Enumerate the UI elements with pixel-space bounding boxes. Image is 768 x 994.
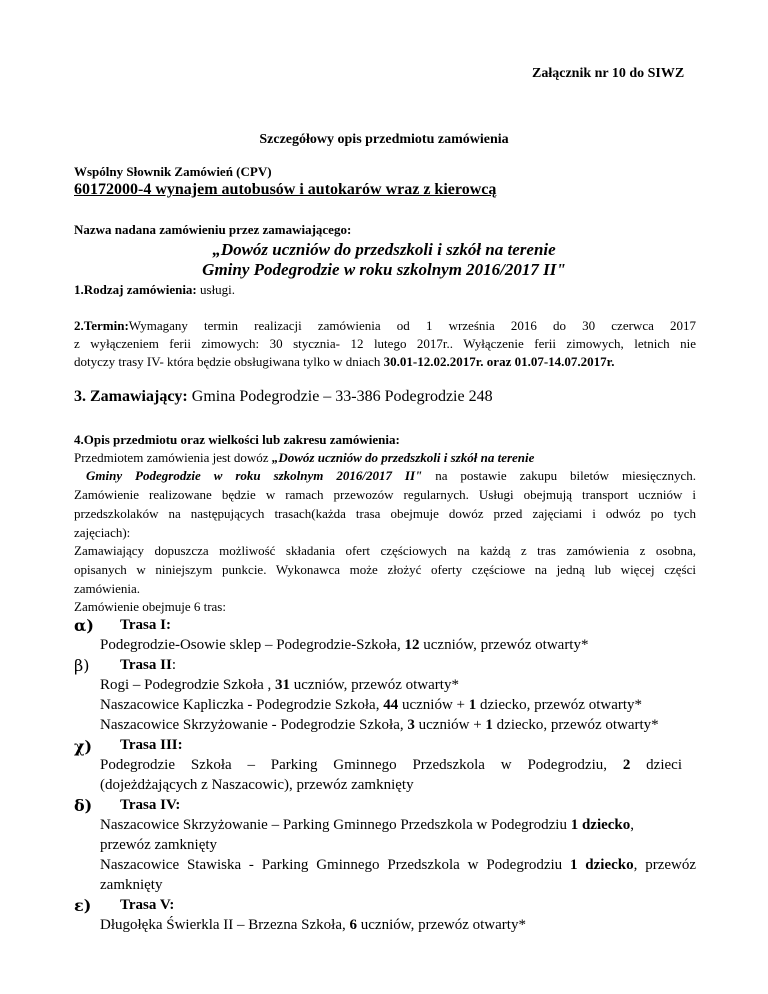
order-name-label: Nazwa nadana zamówieniu przez zamawiającego: (74, 222, 352, 237)
route-4-line-3: Naszacowice Stawiska - Parking Gminnego Przedszkola w Podegrodziu 1 dziecko, przewóz (100, 857, 696, 873)
route-4-title: Trasa IV: (120, 797, 181, 813)
section-4-p2-line-3: zamówienia. (74, 581, 141, 596)
route-4-line-1: Naszacowice Skrzyżowanie – Parking Gminnego Przedszkola w Podegrodziu 1 dziecko, (100, 817, 635, 833)
section-4-p2-line-1: Zamawiający dopuszcza możliwość składania ofert częściowych na każdą z tras zamówienia z osobna, (74, 543, 696, 558)
order-name-line-2: Gminy Podegrodzie w roku szkolnym 2016/2017 II" (202, 260, 566, 279)
cpv-label: Wspólny Słownik Zamówień (CPV) (74, 164, 272, 179)
route-2-line-1: Rogi – Podegrodzie Szkoła , 31 uczniów, przewóz otwarty* (100, 677, 459, 693)
route-1-marker: α) (74, 616, 94, 635)
route-3-title: Trasa III: (120, 737, 183, 753)
document-title: Szczegółowy opis przedmiotu zamówienia (259, 132, 509, 147)
route-5-title: Trasa V: (120, 897, 175, 913)
section-4-p1-line-5: zajęciach): (74, 525, 131, 540)
section-4-p1-line-1: Przedmiotem zamówienia jest dowóz „Dowóz uczniów do przedszkoli i szkół na terenie (74, 450, 535, 465)
route-4-line-4: zamknięty (100, 877, 163, 893)
route-3-line-2: (dojeżdżających z Naszacowic), przewóz zamknięty (100, 777, 414, 793)
cpv-code: 60172000-4 wynajem autobusów i autokarów wraz z kierowcą (74, 181, 497, 198)
section-4-p2-line-2: opisanych w niniejszym punkcie. Wykonawca może złożyć oferty częściowe na jedną lub więcej części (74, 562, 696, 577)
section-4-p1-line-2: Gminy Podegrodzie w roku szkolnym 2016/2017 II" na postawie zakupu biletów miesięcznych. (86, 468, 696, 483)
route-3-marker: χ) (74, 737, 93, 756)
route-2-line-3: Naszacowice Skrzyżowanie - Podegrodzie Szkoła, 3 uczniów + 1 dziecko, przewóz otwarty* (100, 717, 659, 733)
section-2-line-1: 2.Termin:Wymagany termin realizacji zamówienia od 1 września 2016 do 30 czerwca 2017 (74, 318, 696, 333)
section-4-heading: 4.Opis przedmiotu oraz wielkości lub zakresu zamówienia: (74, 432, 400, 447)
routes-intro: Zamówienie obejmuje 6 tras: (74, 599, 226, 614)
route-2-line-2: Naszacowice Kapliczka - Podegrodzie Szkoła, 44 uczniów + 1 dziecko, przewóz otwarty* (100, 697, 643, 713)
route-5-marker: ε) (74, 896, 92, 915)
order-name-line-1: „Dowóz uczniów do przedszkoli i szkół na terenie (212, 240, 556, 259)
route-3-line-1: Podegrodzie Szkoła – Parking Gminnego Przedszkola w Podegrodziu, 2 dzieci (100, 757, 682, 773)
section-3: 3. Zamawiający: Gmina Podegrodzie – 33-386 Podegrodzie 248 (74, 388, 493, 405)
section-2-line-2: z wyłączeniem ferii zimowych: 30 stycznia- 12 lutego 2017r.. Wyłączenie ferii zimowych, letnich nie (74, 336, 696, 351)
route-2-title: Trasa II: (120, 657, 176, 673)
section-4-p1-line-4: przedszkolaków na następujących trasach(każda trasa obejmuje dowóz przed zajęciami i odwóz po tych (74, 506, 696, 521)
route-2-marker: β) (74, 656, 90, 675)
annex-header: Załącznik nr 10 do SIWZ (532, 66, 685, 81)
section-4-p1-line-3: Zamówienie realizowane będzie w ramach przewozów regularnych. Usługi obejmują transport uczniów i (74, 487, 696, 502)
route-1-line: Podegrodzie-Osowie sklep – Podegrodzie-Szkoła, 12 uczniów, przewóz otwarty* (100, 637, 589, 653)
route-4-line-2: przewóz zamknięty (100, 837, 218, 853)
route-1-title: Trasa I: (120, 617, 171, 633)
route-4-marker: δ) (74, 796, 93, 815)
route-5-line: Długołęka Świerkla II – Brzezna Szkoła, 6 uczniów, przewóz otwarty* (100, 917, 526, 933)
section-2-line-3: dotyczy trasy IV- która będzie obsługiwana tylko w dniach 30.01-12.02.2017r. oraz 01.07-14.07.2017r. (74, 354, 615, 369)
section-1: 1.Rodzaj zamówienia: usługi. (74, 282, 236, 297)
